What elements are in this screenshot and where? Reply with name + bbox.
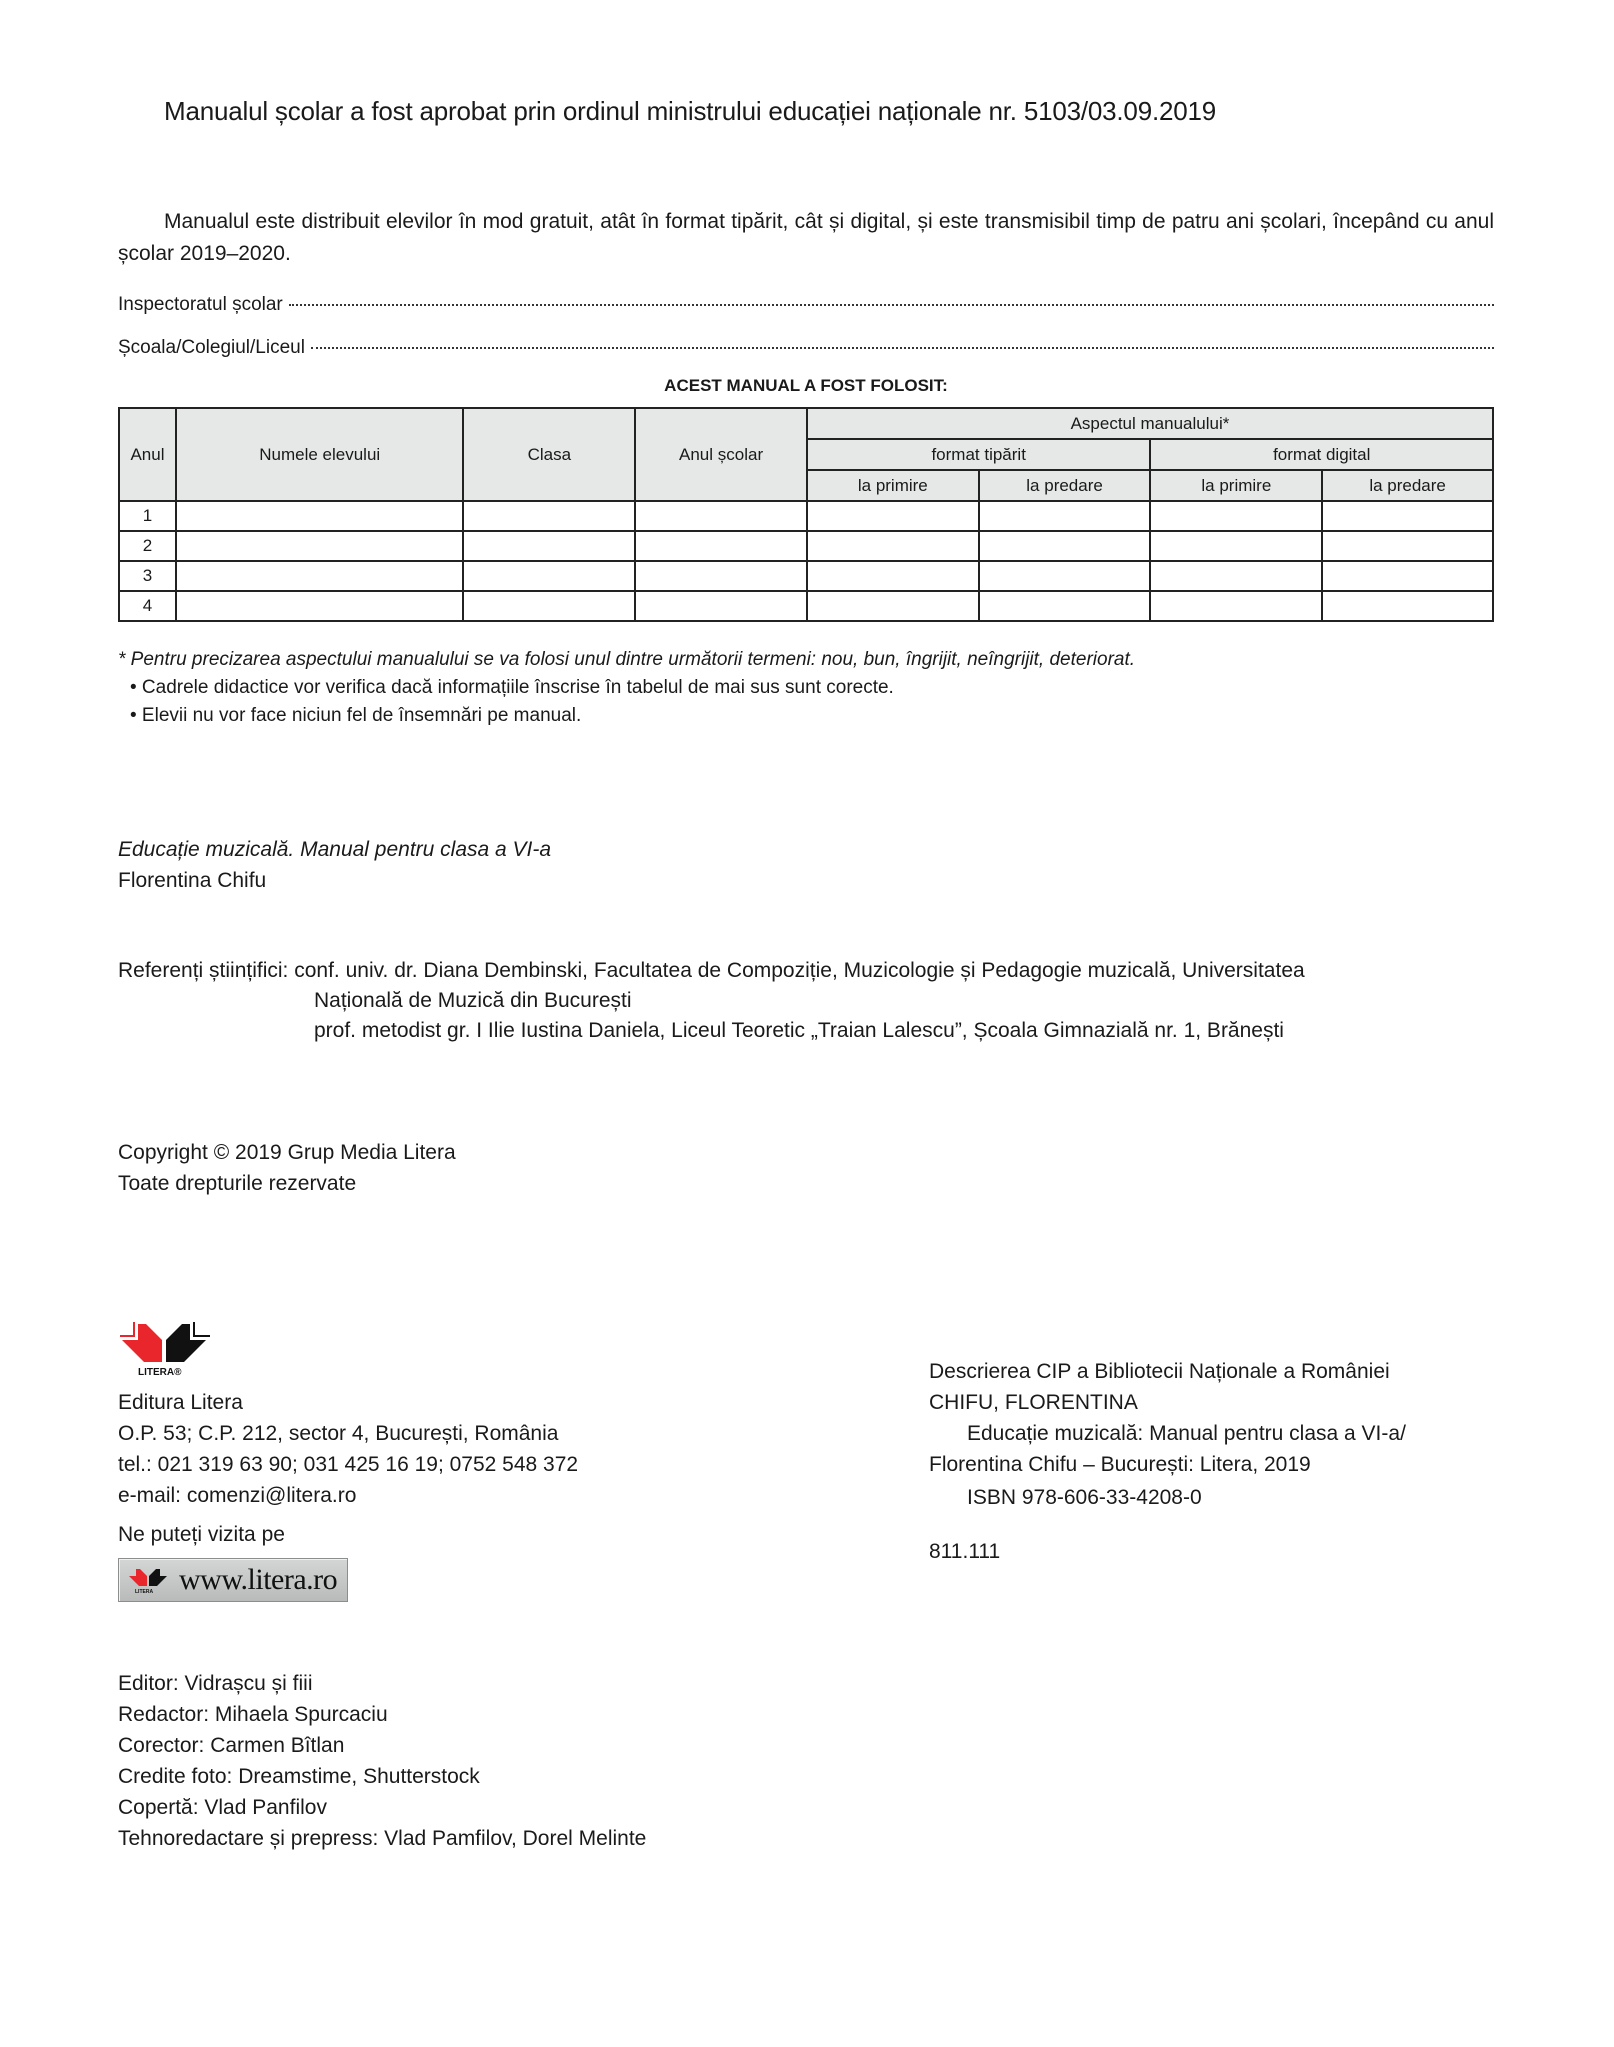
header-anul: Anul bbox=[119, 408, 176, 501]
visit-label: Ne puteți vizita pe bbox=[118, 1523, 285, 1546]
header-aspectul-manualului: Aspectul manualului* bbox=[807, 408, 1493, 439]
cell-anul-scolar[interactable] bbox=[635, 501, 807, 531]
cell-tiparit-predare[interactable] bbox=[979, 501, 1151, 531]
cell-digital-predare[interactable] bbox=[1322, 501, 1493, 531]
cell-anul-scolar[interactable] bbox=[635, 531, 807, 561]
credit-cover: Copertă: Vlad Panfilov bbox=[118, 1796, 327, 1819]
scoala-field bbox=[118, 337, 1494, 359]
table-row bbox=[119, 591, 1493, 621]
cell-tiparit-predare[interactable] bbox=[979, 561, 1151, 591]
logo-wordmark: LITERA® bbox=[138, 1367, 182, 1378]
cell-anul: 4 bbox=[119, 591, 176, 621]
note-bullet: • Elevii nu vor face niciun fel de însemnări pe manual. bbox=[130, 705, 582, 726]
cell-clasa[interactable] bbox=[463, 561, 635, 591]
cell-anul-scolar[interactable] bbox=[635, 561, 807, 591]
cell-digital-primire[interactable] bbox=[1150, 591, 1322, 621]
scoala-blank bbox=[311, 346, 1494, 349]
cell-digital-predare[interactable] bbox=[1322, 561, 1493, 591]
litera-logo bbox=[118, 1318, 214, 1378]
table-row bbox=[119, 501, 1493, 531]
referents-label: Referenți științifici: bbox=[118, 959, 289, 982]
publisher-info bbox=[118, 1387, 578, 1511]
header-clasa: Clasa bbox=[463, 408, 635, 501]
credit-corector: Corector: Carmen Bîtlan bbox=[118, 1734, 345, 1757]
cell-numele[interactable] bbox=[176, 561, 464, 591]
header-anul-scolar: Anul școlar bbox=[635, 408, 807, 501]
cell-digital-predare[interactable] bbox=[1322, 531, 1493, 561]
classification-code: 811.111 bbox=[929, 1540, 1001, 1563]
credit-editor: Editor: Vidrașcu și fiii bbox=[118, 1672, 313, 1695]
cell-tiparit-predare[interactable] bbox=[979, 531, 1151, 561]
litera-mini-logo-icon bbox=[127, 1566, 171, 1594]
inspectorat-blank bbox=[289, 303, 1494, 306]
credit-redactor: Redactor: Mihaela Spurcaciu bbox=[118, 1703, 388, 1726]
cell-anul: 1 bbox=[119, 501, 176, 531]
copyright-block bbox=[118, 1137, 456, 1199]
cell-digital-primire[interactable] bbox=[1150, 531, 1322, 561]
header-tiparit-la-predare: la predare bbox=[979, 470, 1151, 501]
book-info bbox=[118, 834, 551, 896]
book-title: Educație muzicală. Manual pentru clasa a VI-a bbox=[118, 838, 552, 861]
cell-tiparit-primire[interactable] bbox=[807, 591, 979, 621]
publisher-address: O.P. 53; C.P. 212, sector 4, București, România bbox=[118, 1422, 559, 1445]
table-notes bbox=[118, 646, 1135, 730]
inspectorat-label: Inspectoratul școlar bbox=[118, 294, 283, 315]
cell-anul: 2 bbox=[119, 531, 176, 561]
cell-numele[interactable] bbox=[176, 531, 464, 561]
inspectorat-field bbox=[118, 294, 1494, 316]
header-numele-elevului: Numele elevului bbox=[176, 408, 464, 501]
copyright-line: Copyright © 2019 Grup Media Litera bbox=[118, 1141, 456, 1164]
referent-line: prof. metodist gr. I Ilie Iustina Daniela, Liceul Teoretic „Traian Lalescu”, Școala Gimnazială nr. 1, Brănești bbox=[314, 1019, 1284, 1042]
aspect-footnote: * Pentru precizarea aspectului manualului se va folosi unul dintre următorii termeni: nou, bun, îngrijit, neîngrijit, deteriorat. bbox=[118, 649, 1136, 670]
cell-tiparit-primire[interactable] bbox=[807, 561, 979, 591]
scientific-referents bbox=[118, 956, 1498, 1046]
cell-digital-primire[interactable] bbox=[1150, 561, 1322, 591]
cell-clasa[interactable] bbox=[463, 501, 635, 531]
svg-text:LITERA: LITERA bbox=[135, 1589, 154, 1594]
header-format-digital: format digital bbox=[1150, 439, 1493, 470]
publisher-name: Editura Litera bbox=[118, 1391, 243, 1414]
header-format-tiparit: format tipărit bbox=[807, 439, 1151, 470]
cell-tiparit-primire[interactable] bbox=[807, 531, 979, 561]
cell-anul-scolar[interactable] bbox=[635, 591, 807, 621]
table-row bbox=[119, 531, 1493, 561]
table-row bbox=[119, 561, 1493, 591]
distribution-text: Manualul este distribuit elevilor în mod gratuit, atât în format tipărit, cât și digital, și este transmisibil timp de patru ani școlari, începând cu anul școlar 2019–2020. bbox=[118, 210, 1494, 265]
publisher-email[interactable]: e-mail: comenzi@litera.ro bbox=[118, 1484, 357, 1507]
scoala-label: Școala/Colegiul/Liceul bbox=[118, 337, 305, 358]
cell-anul: 3 bbox=[119, 561, 176, 591]
publisher-phone: tel.: 021 319 63 90; 031 425 16 19; 0752 548 372 bbox=[118, 1453, 579, 1476]
cell-clasa[interactable] bbox=[463, 531, 635, 561]
cell-numele[interactable] bbox=[176, 501, 464, 531]
header-digital-la-primire: la primire bbox=[1150, 470, 1322, 501]
isbn: ISBN 978-606-33-4208-0 bbox=[967, 1486, 1202, 1509]
credits-list bbox=[118, 1668, 646, 1854]
rights-line: Toate drepturile rezervate bbox=[118, 1172, 357, 1195]
book-author: Florentina Chifu bbox=[118, 869, 267, 892]
cell-numele[interactable] bbox=[176, 591, 464, 621]
header-tiparit-la-primire: la primire bbox=[807, 470, 979, 501]
website-button[interactable] bbox=[118, 1558, 348, 1602]
credit-photo: Credite foto: Dreamstime, Shutterstock bbox=[118, 1765, 480, 1788]
cell-tiparit-predare[interactable] bbox=[979, 591, 1151, 621]
note-bullet: • Cadrele didactice vor verifica dacă informațiile înscrise în tabelul de mai sus sunt corecte. bbox=[130, 677, 894, 698]
cip-title: Educație muzicală: Manual pentru clasa a VI-a/ bbox=[967, 1422, 1406, 1445]
approval-statement: Manualul școlar a fost aprobat prin ordinul ministrului educației naționale nr. 5103/03.09.2019 bbox=[164, 96, 1217, 126]
header-digital-la-predare: la predare bbox=[1322, 470, 1493, 501]
credit-prepress: Tehnoredactare și prepress: Vlad Pamfilov, Dorel Melinte bbox=[118, 1827, 647, 1850]
referent-line: Națională de Muzică din București bbox=[314, 989, 632, 1012]
usage-table bbox=[118, 407, 1494, 622]
referent-line: conf. univ. dr. Diana Dembinski, Facultatea de Compoziție, Muzicologie și Pedagogie muzicală, Universitatea bbox=[294, 959, 1305, 982]
usage-table-title: ACEST MANUAL A FOST FOLOSIT: bbox=[664, 376, 948, 395]
cip-author: CHIFU, FLORENTINA bbox=[929, 1391, 1138, 1414]
cell-tiparit-primire[interactable] bbox=[807, 501, 979, 531]
cip-description bbox=[929, 1356, 1406, 1480]
cell-clasa[interactable] bbox=[463, 591, 635, 621]
cip-heading: Descrierea CIP a Bibliotecii Naționale a României bbox=[929, 1360, 1390, 1383]
cip-imprint: Florentina Chifu – București: Litera, 2019 bbox=[929, 1453, 1311, 1476]
cell-digital-predare[interactable] bbox=[1322, 591, 1493, 621]
cell-digital-primire[interactable] bbox=[1150, 501, 1322, 531]
website-url[interactable]: www.litera.ro bbox=[179, 1563, 338, 1596]
distribution-notice bbox=[118, 206, 1494, 270]
litera-logo-icon bbox=[118, 1318, 214, 1378]
